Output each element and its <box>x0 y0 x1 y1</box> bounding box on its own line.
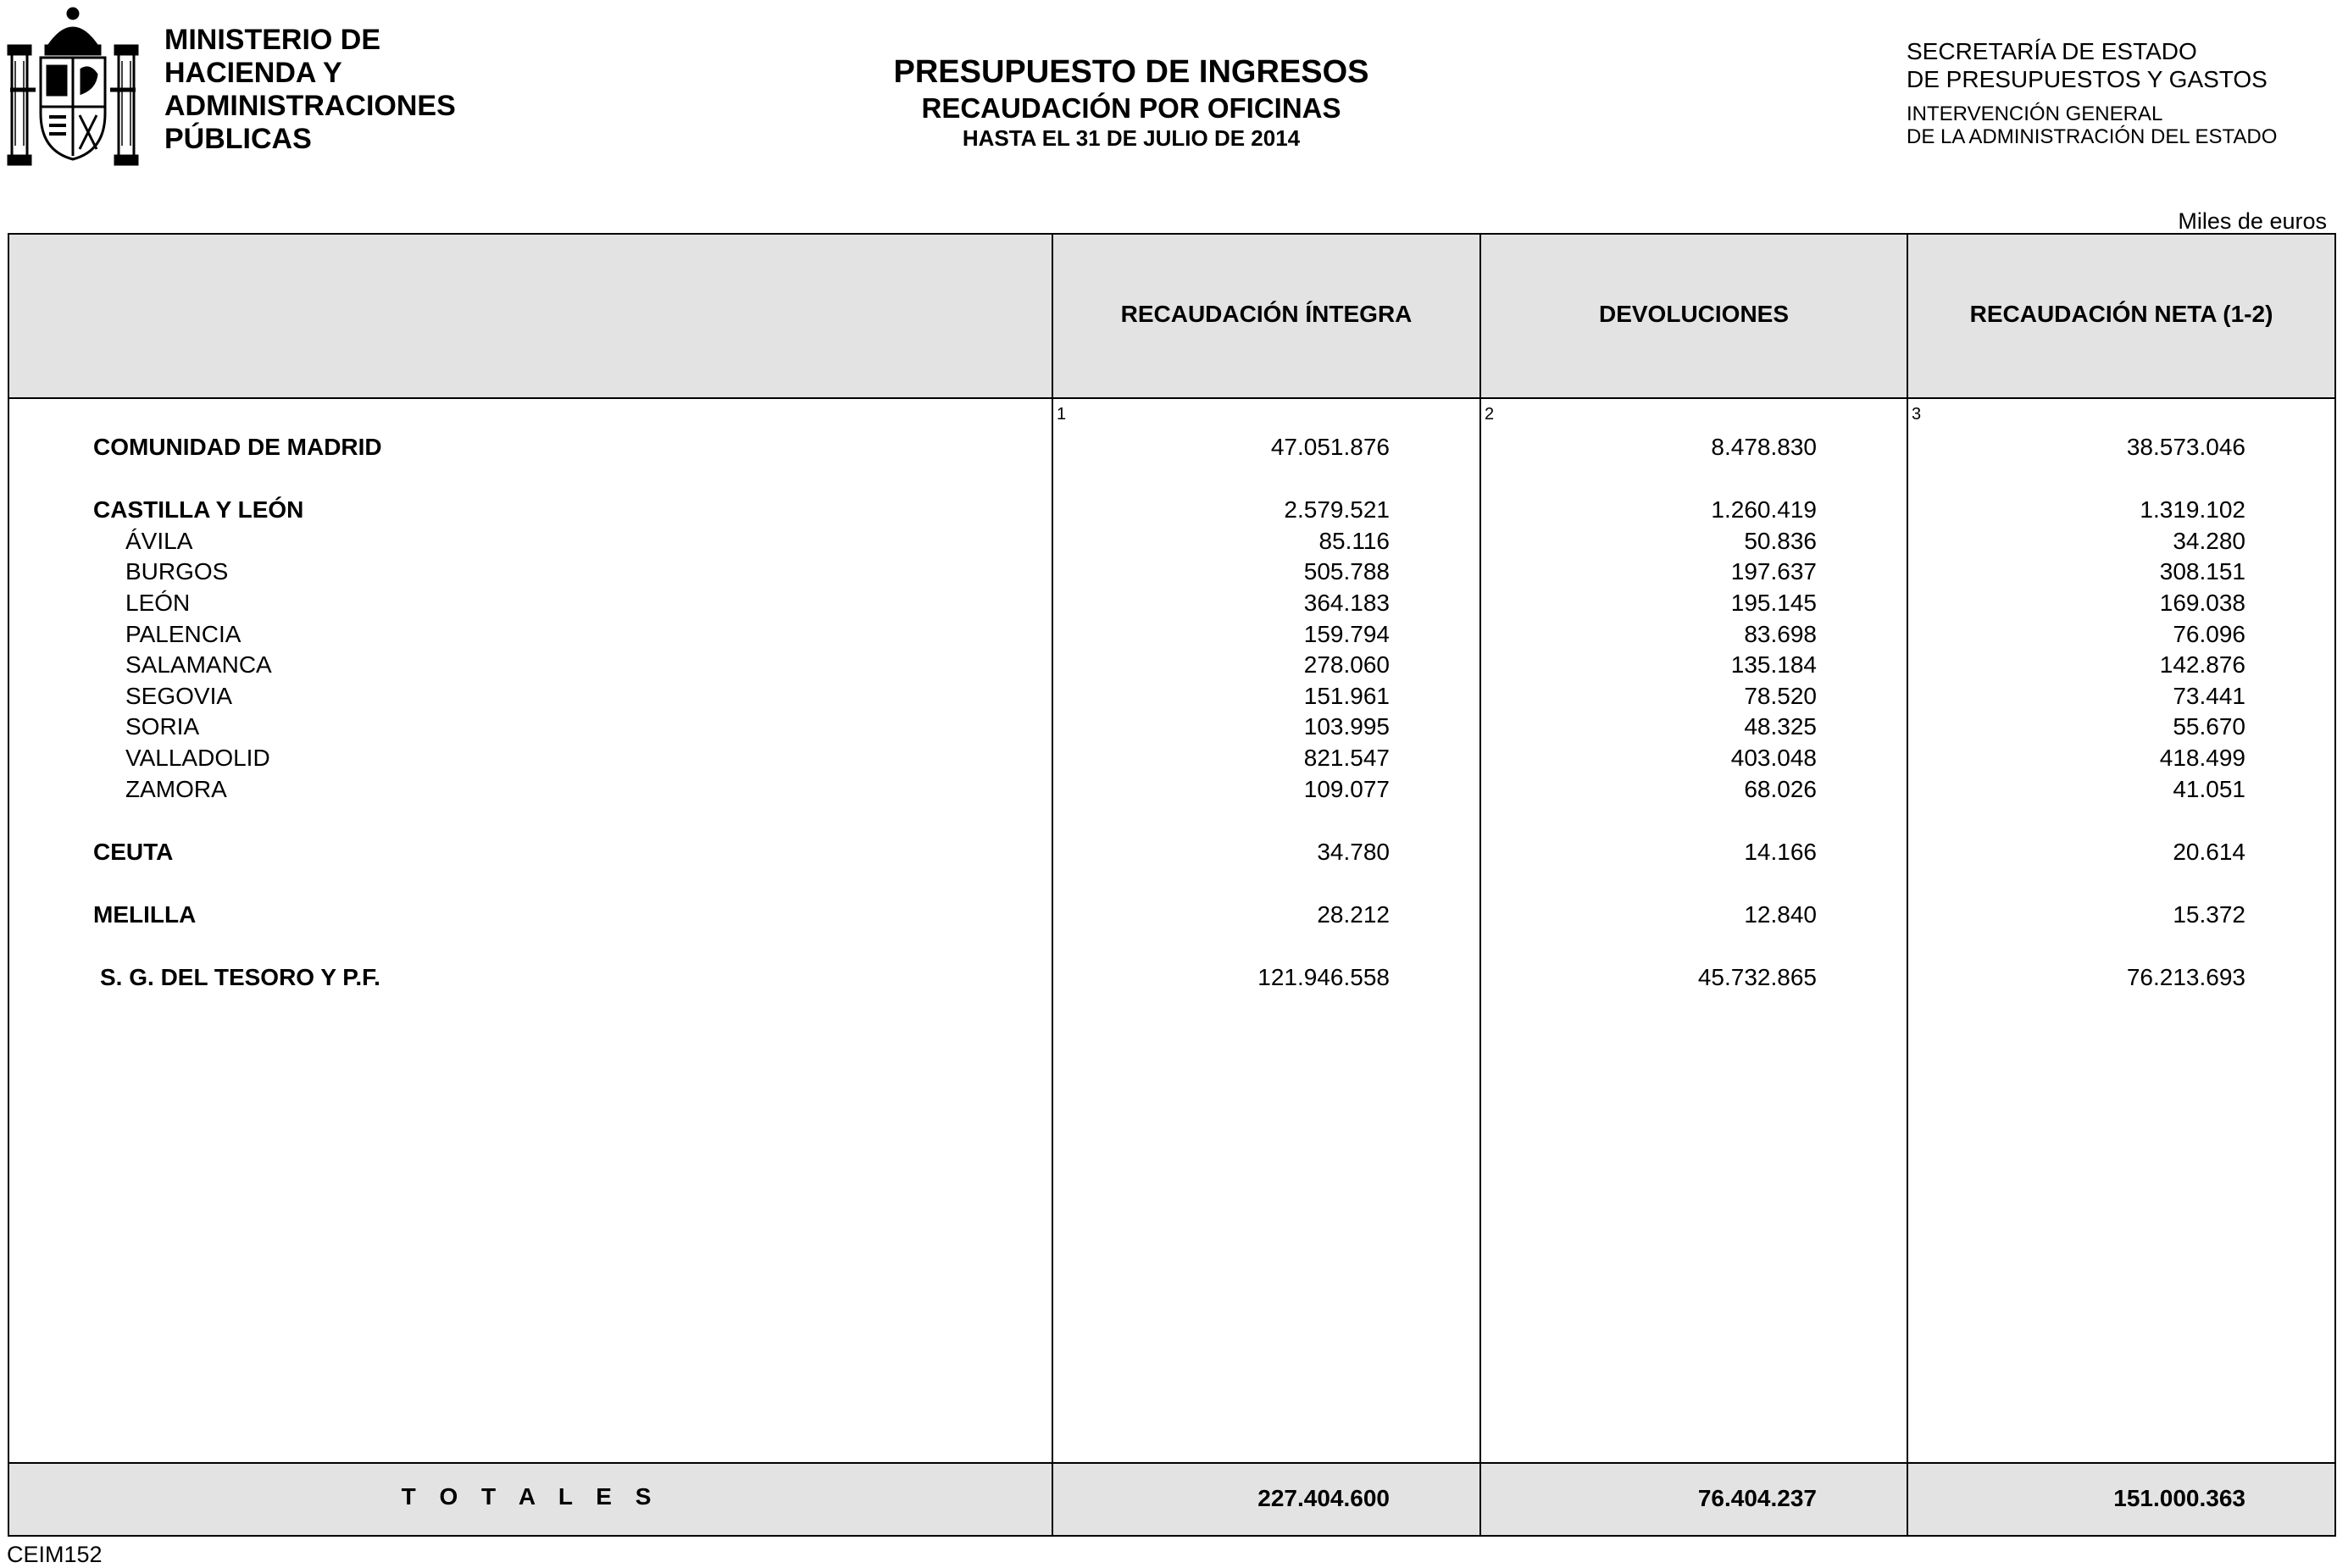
cell-gross: 34.780 <box>1317 839 1390 865</box>
row-label: MELILLA <box>93 901 197 928</box>
row-label: SEGOVIA <box>125 683 233 709</box>
cell-net: 76.213.693 <box>2126 964 2245 990</box>
cell-gross: 364.183 <box>1303 590 1390 616</box>
totals-label: T O T A L E S <box>401 1483 660 1510</box>
cell-net: 308.151 <box>2159 558 2245 585</box>
ministry-line: HACIENDA Y <box>164 57 342 89</box>
column-divider <box>1907 233 1908 1537</box>
secretariat-line: SECRETARÍA DE ESTADO <box>1907 38 2197 64</box>
row-label: CASTILLA Y LEÓN <box>93 496 304 523</box>
row-label: CEUTA <box>93 839 174 865</box>
cell-net: 142.876 <box>2159 651 2245 678</box>
ministry-line: PÚBLICAS <box>164 123 312 155</box>
cell-refunds: 403.048 <box>1730 745 1817 771</box>
column-header-net: RECAUDACIÓN NETA (1-2) <box>1969 301 2273 327</box>
cell-net: 55.670 <box>2173 713 2245 740</box>
cell-refunds: 195.145 <box>1730 590 1817 616</box>
cell-net: 41.051 <box>2173 776 2245 802</box>
column-number: 1 <box>1057 405 1067 424</box>
cell-net: 76.096 <box>2173 621 2245 647</box>
cell-net: 20.614 <box>2173 839 2245 865</box>
cell-gross: 2.579.521 <box>1284 496 1390 523</box>
secretariat-line: DE PRESUPUESTOS Y GASTOS <box>1907 66 2268 92</box>
intervention-line: INTERVENCIÓN GENERAL <box>1907 103 2163 125</box>
report-subtitle: RECAUDACIÓN POR OFICINAS <box>921 92 1341 124</box>
cell-refunds: 68.026 <box>1744 776 1817 802</box>
row-label: SORIA <box>125 713 200 740</box>
cell-net: 169.038 <box>2159 590 2245 616</box>
cell-gross: 103.995 <box>1303 713 1390 740</box>
column-number: 3 <box>1912 405 1922 424</box>
total-gross: 227.404.600 <box>1257 1485 1390 1511</box>
cell-net: 38.573.046 <box>2126 434 2245 460</box>
cell-refunds: 45.732.865 <box>1697 964 1817 990</box>
ministry-name <box>164 24 456 156</box>
report-code: CEIM152 <box>7 1542 103 1567</box>
column-header-refunds: DEVOLUCIONES <box>1598 301 1790 327</box>
cell-gross: 159.794 <box>1303 621 1390 647</box>
cell-refunds: 135.184 <box>1730 651 1817 678</box>
row-label: VALLADOLID <box>125 745 270 771</box>
cell-gross: 85.116 <box>1318 528 1390 554</box>
row-label: PALENCIA <box>125 621 241 647</box>
cell-gross: 151.961 <box>1303 683 1390 709</box>
cell-refunds: 50.836 <box>1744 528 1817 554</box>
row-label: SALAMANCA <box>125 651 272 678</box>
total-refunds: 76.404.237 <box>1697 1485 1817 1511</box>
column-divider <box>1052 233 1053 1537</box>
cell-net: 1.319.102 <box>2140 496 2245 523</box>
table-frame <box>8 233 2336 1537</box>
cell-gross: 109.077 <box>1303 776 1390 802</box>
cell-gross: 821.547 <box>1303 745 1390 771</box>
cell-gross: 121.946.558 <box>1257 964 1390 990</box>
cell-refunds: 83.698 <box>1744 621 1817 647</box>
totals-divider <box>8 1462 2336 1464</box>
cell-gross: 28.212 <box>1317 901 1390 928</box>
ministry-line: ADMINISTRACIONES <box>164 90 456 122</box>
intervention-line: DE LA ADMINISTRACIÓN DEL ESTADO <box>1907 125 2278 148</box>
cell-gross: 47.051.876 <box>1270 434 1390 460</box>
row-label: COMUNIDAD DE MADRID <box>93 434 382 460</box>
cell-net: 15.372 <box>2173 901 2245 928</box>
cell-refunds: 78.520 <box>1744 683 1817 709</box>
cell-refunds: 48.325 <box>1744 713 1817 740</box>
row-label: BURGOS <box>125 558 229 585</box>
cell-refunds: 8.478.830 <box>1711 434 1817 460</box>
total-net: 151.000.363 <box>2113 1485 2245 1511</box>
row-label: LEÓN <box>125 590 191 616</box>
coat-of-arms-icon <box>7 5 139 166</box>
cell-refunds: 1.260.419 <box>1711 496 1817 523</box>
cell-net: 34.280 <box>2173 528 2245 554</box>
row-label: ÁVILA <box>125 528 193 554</box>
cell-refunds: 197.637 <box>1730 558 1817 585</box>
cell-refunds: 12.840 <box>1744 901 1817 928</box>
row-label: ZAMORA <box>125 776 227 802</box>
column-divider <box>1479 233 1481 1537</box>
ministry-line: MINISTERIO DE <box>164 24 381 56</box>
cell-net: 73.441 <box>2173 683 2245 709</box>
cell-net: 418.499 <box>2159 745 2245 771</box>
cell-gross: 505.788 <box>1303 558 1390 585</box>
column-number: 2 <box>1485 405 1495 424</box>
cell-refunds: 14.166 <box>1744 839 1817 865</box>
cell-gross: 278.060 <box>1303 651 1390 678</box>
report-period: HASTA EL 31 DE JULIO DE 2014 <box>962 125 1301 151</box>
column-header-gross: RECAUDACIÓN ÍNTEGRA <box>1120 301 1413 327</box>
header-divider <box>8 397 2336 399</box>
units-label: Miles de euros <box>2178 208 2327 234</box>
report-title: PRESUPUESTO DE INGRESOS <box>893 54 1369 90</box>
row-label: S. G. DEL TESORO Y P.F. <box>100 964 380 990</box>
